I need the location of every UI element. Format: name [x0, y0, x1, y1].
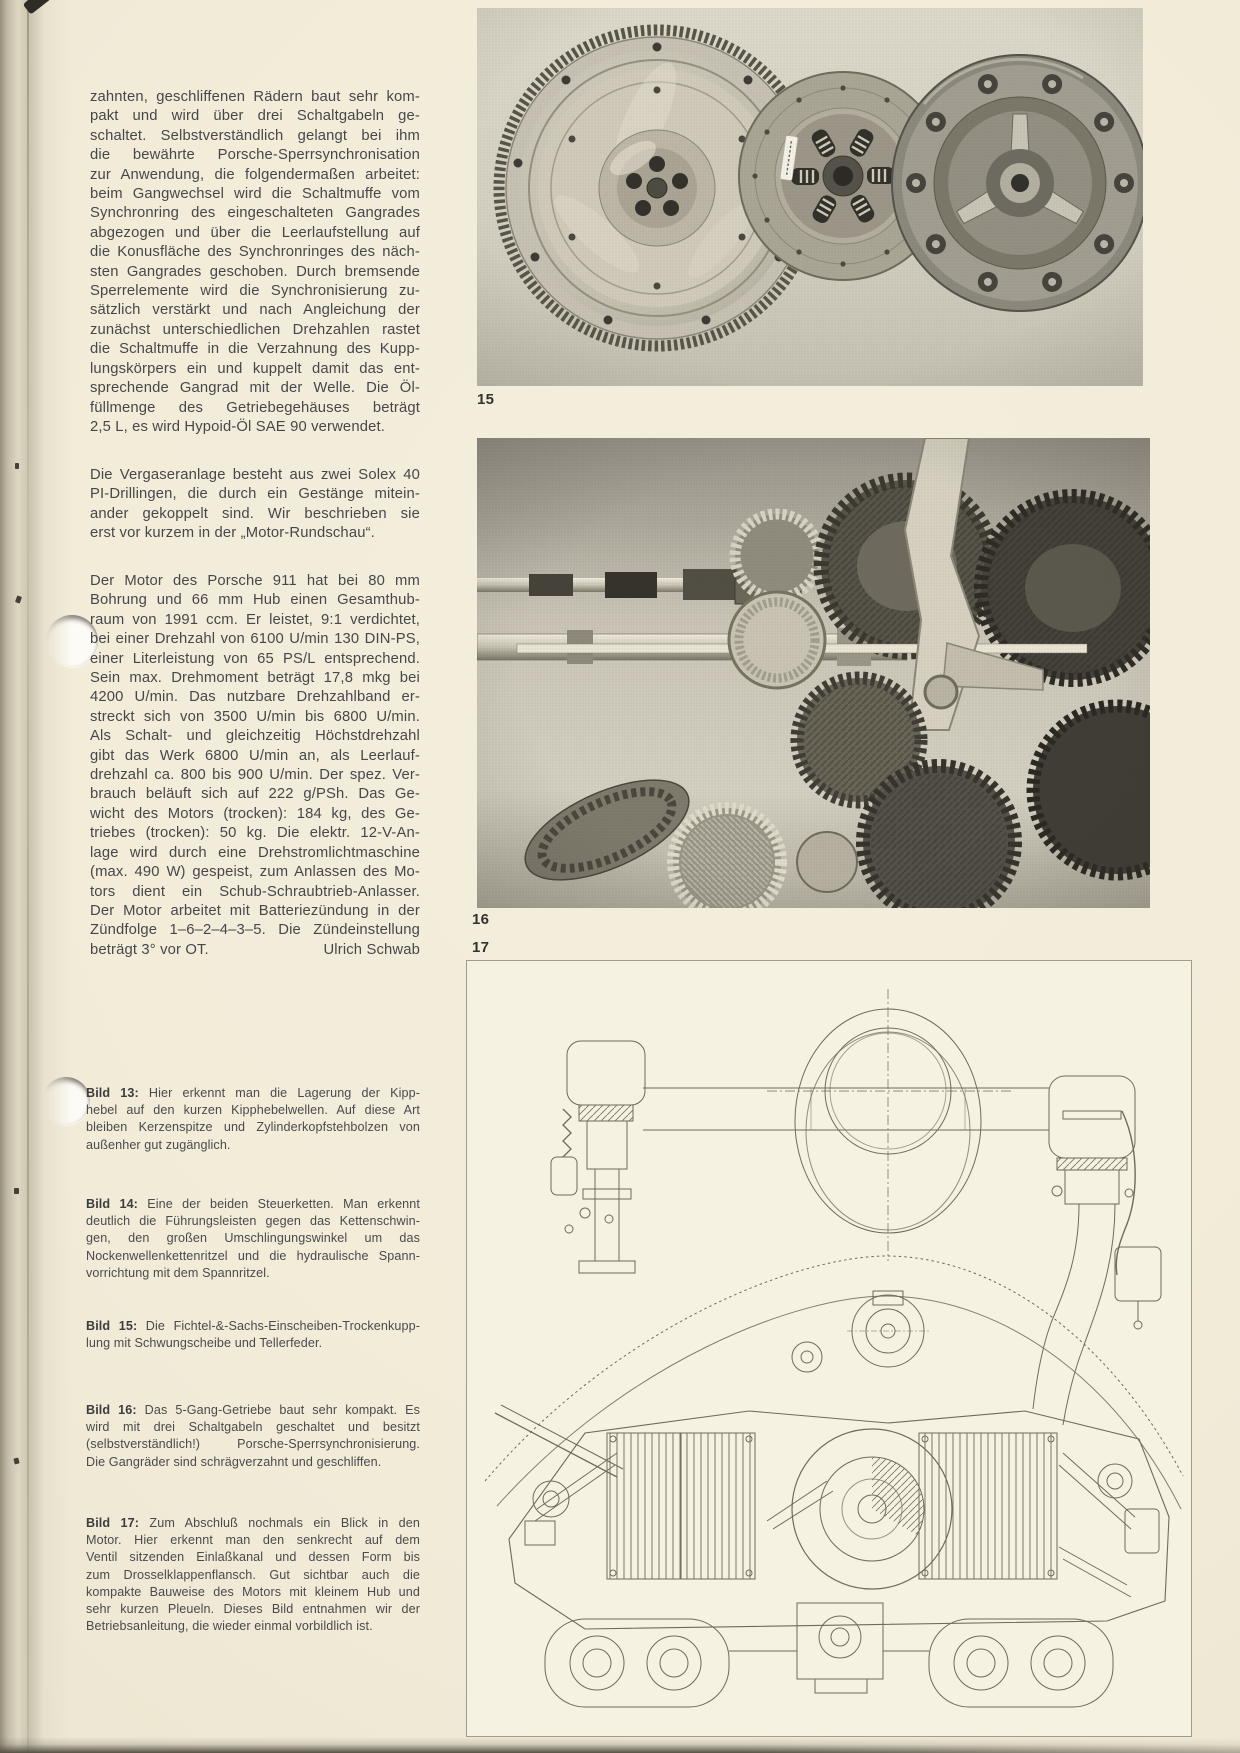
caption-bild-16: Bild 16: Das 5-Gang-Getriebe baut sehr kompakt. Es wird mit drei Schaltgabeln geschaltet und besitzt (selbstverständlich!) Porsche-Sperrsynchronisierung. Die Gangräder sind schrägverzahnt und geschliffen.	[86, 1403, 420, 1469]
caption-bild-17: Bild 17: Zum Abschluß nochmals ein Blick in den Motor. Hier erkennt man den senkrecht auf dem Ventil sitzenden Einlaßkanal und dessen Form bis zum Drosselklappenflansch. Gut sichtbar auch die kompakte Bauweise des Motors mit kleinem Hub und sehr kurzen Pleueln. Dieses Bild entnahmen wir der Betriebsanleitung, die wieder einmal vorbildlich ist.	[86, 1516, 420, 1634]
author-name: Ulrich Schwab	[323, 941, 420, 958]
article-signature	[90, 941, 420, 960]
sump-box	[797, 1603, 883, 1693]
paragraph-engine: Der Motor des Porsche 911 hat bei 80 mm Bohrung und 66 mm Hub einen Gesamthub- raum von 1991 ccm. Er leistet, 9:1 verdichtet, bei einer Drehzahl von 6100 U/min 130 DIN-PS, einer Literleistung von 65 PS/L entsprechend. Sein max. Drehmoment beträgt 17,8 mkg bei 4200 U/min. Das nutzbare Drehzahlband er- streckt sich von 3500 U/min bis 6800 U/min. Als Schalt- und gleichzeitig Höchstdrehzahl gibt das Werk 6800 U/min an, als Leerlauf- drehzahl ca. 800 bis 900 U/min. Der spez. Ver- brauch beläuft sich auf 222 g/PSh. Das Ge- wicht des Motors (trocken): 184 kg, des Ge- triebes (trocken): 50 kg. Die elektr. 12-V-An- lage wird durch eine Drehstromlichtmaschine (max. 490 W) gespeist, zum Anlassen des Mo- tors dient ein Schub-Schraubtrieb-Anlasser. Der Motor arbeitet mit Batteriezündung in der Zündfolge 1–6–2–4–3–5. Die Zündeinstellung	[90, 573, 420, 939]
page-bottom-edge-fade	[744, 1737, 1240, 1753]
left-carburetor	[551, 1041, 645, 1273]
cooling-fan-shroud	[767, 989, 1012, 1261]
gearbox-photo-art	[477, 438, 1150, 908]
gearbox-photo-figure	[477, 438, 1150, 908]
engine-block	[509, 1411, 1169, 1629]
clutch-photo-art	[477, 8, 1143, 386]
crank-pulley	[792, 1291, 929, 1372]
punch-hole-bottom	[42, 1077, 90, 1125]
figure-label-16: 16	[472, 911, 490, 928]
margin-mark	[15, 595, 22, 603]
margin-mark	[14, 1188, 19, 1194]
paragraph-gearbox: zahnten, geschliffenen Rädern baut sehr kom- pakt und wird über drei Schaltgabeln ge- schaltet. Selbstverständlich gelangt bei ihm die bewährte Porsche-Sperrsynchronisation zur Anwendung, die folgendermaßen arbeitet: beim Gangwechsel wird die Schaltmuffe vom Synchronring des eingeschalteten Gangrades abgezogen und über die Leerlaufstellung auf die Konusfläche des Synchronringes des näch- sten Gangrades geschoben. Durch bremsende Sperrelemente wird die Synchronisierung zu- sätzlich verstärkt und nach Angleichung der zunächst unterschiedlichen Drehzahlen rastet die Schaltmuffe in die Verzahnung des Kupp- lungskörpers ein und kuppelt damit das ent- sprechende Gangrad mit der Welle. Die Öl- füllmenge des Getriebegehäuses beträgt 2,5 L, es wird Hypoid-Öl SAE 90 verwendet.	[90, 89, 420, 435]
figure-label-17: 17	[472, 939, 490, 956]
heat-exchangers	[545, 1619, 1113, 1707]
engine-drawing-art	[467, 961, 1191, 1736]
caption-bild-15: Bild 15: Die Fichtel-&-Sachs-Einscheiben-Trockenkupp- lung mit Schwungscheibe und Tellerfeder.	[86, 1319, 420, 1351]
engine-drawing-figure	[466, 960, 1192, 1737]
page-left-edge-shadow	[0, 0, 72, 1753]
margin-mark	[15, 463, 19, 469]
caption-bild-14: Bild 14: Eine der beiden Steuerketten. Man erkennt deutlich die Führungsleisten gegen das Kettenschwin- gen, den großen Umschlingungswinkel um das Nockenwellenkettenritzel und die hydraulische Spann- vorrichtung mit dem Spannritzel.	[86, 1197, 420, 1280]
intake-duct	[643, 1088, 1049, 1130]
margin-mark	[13, 1457, 19, 1464]
clutch-photo-figure	[477, 8, 1143, 386]
signature-left: beträgt 3° vor OT.	[90, 941, 209, 958]
paragraph-carburetors: Die Vergaseranlage besteht aus zwei Solex 40 PI-Drillingen, die durch ein Gestänge mitein- ander gekoppelt sind. Wir beschrieben sie erst vor kurzem in der „Motor-Rundschau“.	[90, 467, 420, 542]
body-lid-curves	[485, 1256, 1183, 1509]
right-carburetor	[1033, 1076, 1161, 1425]
figure-label-15: 15	[477, 391, 495, 408]
caption-bild-13: Bild 13: Hier erkennt man die Lagerung der Kipp- hebel auf den kurzen Kipphebelwellen. Auf diese Art bleiben Kerzenspitze und Zylinderkopfstehbolzen von außenher gut zugänglich.	[86, 1086, 421, 1152]
page-crease	[27, 0, 29, 1753]
